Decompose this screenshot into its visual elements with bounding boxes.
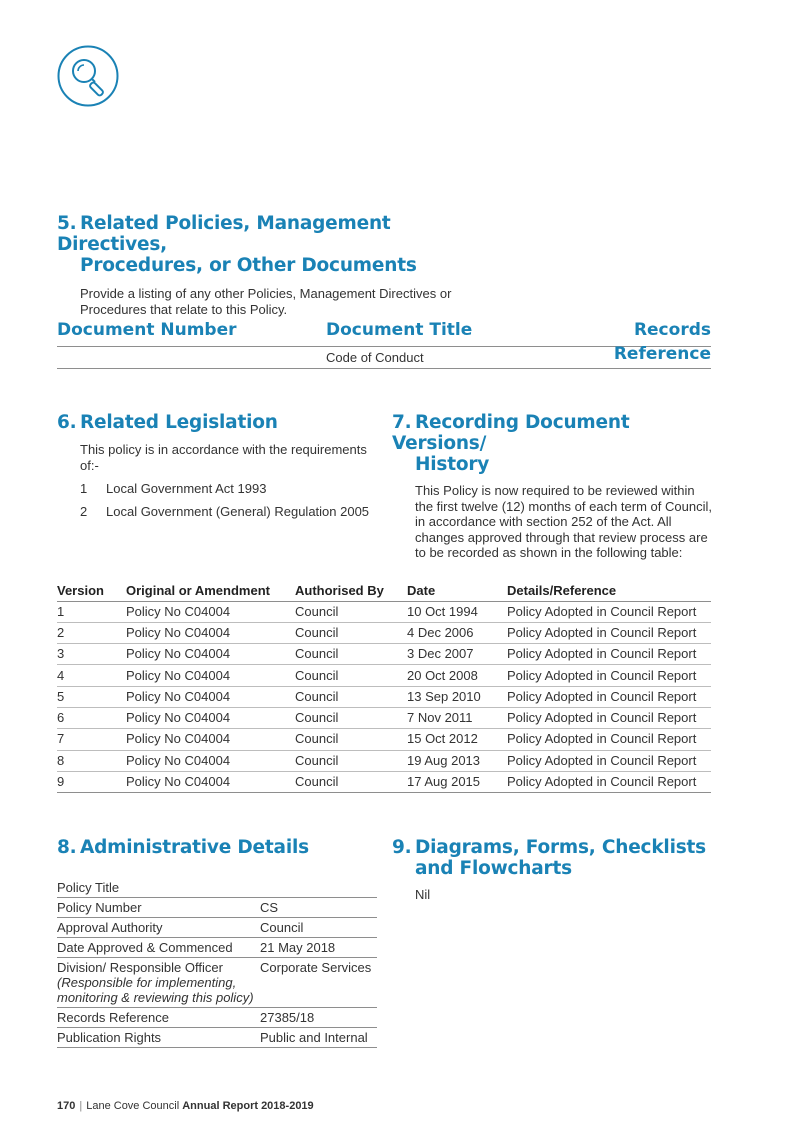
table-row: Records Reference 27385/18 xyxy=(57,1008,377,1028)
section-7-heading: 7. Recording Document Versions/ History xyxy=(392,412,630,475)
section-5-body: Provide a listing of any other Policies, Management Directives or Procedures that relate to this Policy. xyxy=(80,286,452,317)
header-document-title: Document Title xyxy=(326,320,473,340)
version-history-table xyxy=(57,581,711,793)
section-9-body: Nil xyxy=(415,887,431,902)
table-row: Date Approved & Commenced 21 May 2018 xyxy=(57,938,377,958)
section-8-heading: 8. Administrative Details xyxy=(57,837,309,858)
legislation-list xyxy=(80,481,387,527)
section-diagrams-forms xyxy=(392,837,712,903)
list-item: 2 Local Government (General) Regulation 2005 xyxy=(80,504,370,519)
header-original-amendment: Original or Amendment xyxy=(126,581,295,601)
section-5-heading: 5. Related Policies, Management Directives, Procedures, or Other Documents xyxy=(57,213,417,276)
table-row: 2 Policy No C04004 Council 4 Dec 2006 Policy Adopted in Council Report xyxy=(57,622,711,643)
table-header xyxy=(57,581,711,601)
section-related-legislation xyxy=(57,412,387,527)
header-records-reference: Records Reference xyxy=(613,320,711,364)
table-row: Approval Authority Council xyxy=(57,918,377,938)
footer-org: Lane Cove Council xyxy=(86,1100,180,1112)
page-footer: 170 | Lane Cove Council Annual Report 2018-2019 xyxy=(57,1100,314,1112)
table-row: 1 Policy No C04004 Council 10 Oct 1994 Policy Adopted in Council Report xyxy=(57,601,711,622)
section-6-body: This policy is in accordance with the requirements of:- xyxy=(80,442,367,473)
table-row: 9 Policy No C04004 Council 17 Aug 2015 Policy Adopted in Council Report xyxy=(57,771,711,792)
footer-report: Annual Report 2018-2019 xyxy=(182,1100,314,1112)
table-row: Publication Rights Public and Internal xyxy=(57,1028,377,1048)
table-row: Division/ Responsible Officer (Responsible for implementing, monitoring & reviewing this policy) Corporate Services xyxy=(57,958,377,1008)
section-administrative-details xyxy=(57,837,377,858)
table-row: Policy Title xyxy=(57,878,377,898)
table-row: Code of Conduct xyxy=(57,347,711,369)
list-item: 1 Local Government Act 1993 xyxy=(80,481,267,496)
header-document-number: Document Number xyxy=(57,320,237,340)
related-documents-table xyxy=(57,318,711,369)
table-row: 7 Policy No C04004 Council 15 Oct 2012 Policy Adopted in Council Report xyxy=(57,729,711,750)
page-number: 170 xyxy=(57,1100,76,1112)
section-related-policies xyxy=(57,213,497,317)
section-6-heading: 6. Related Legislation xyxy=(57,412,278,433)
table-row: 3 Policy No C04004 Council 3 Dec 2007 Policy Adopted in Council Report xyxy=(57,644,711,665)
table-row: 5 Policy No C04004 Council 13 Sep 2010 Policy Adopted in Council Report xyxy=(57,686,711,707)
administrative-details-table xyxy=(57,878,377,1048)
header-version: Version xyxy=(57,581,126,601)
section-9-heading: 9. Diagrams, Forms, Checklists and Flowcharts xyxy=(392,837,706,879)
magnifier-icon xyxy=(57,45,119,107)
table-row: Policy Number CS xyxy=(57,898,377,918)
table-row: 6 Policy No C04004 Council 7 Nov 2011 Policy Adopted in Council Report xyxy=(57,707,711,728)
header-authorised-by: Authorised By xyxy=(295,581,407,601)
table-row: 4 Policy No C04004 Council 20 Oct 2008 Policy Adopted in Council Report xyxy=(57,665,711,686)
section-7-body: This Policy is now required to be reviewed within the first twelve (12) months of each term of Council, in accordance with section 252 of the Act. All changes approved through that review process are to be recorded as shown in the following table: xyxy=(415,483,712,560)
section-document-versions xyxy=(392,412,712,561)
table-row: 8 Policy No C04004 Council 19 Aug 2013 Policy Adopted in Council Report xyxy=(57,750,711,771)
header-details: Details/Reference xyxy=(507,581,711,601)
header-date: Date xyxy=(407,581,507,601)
